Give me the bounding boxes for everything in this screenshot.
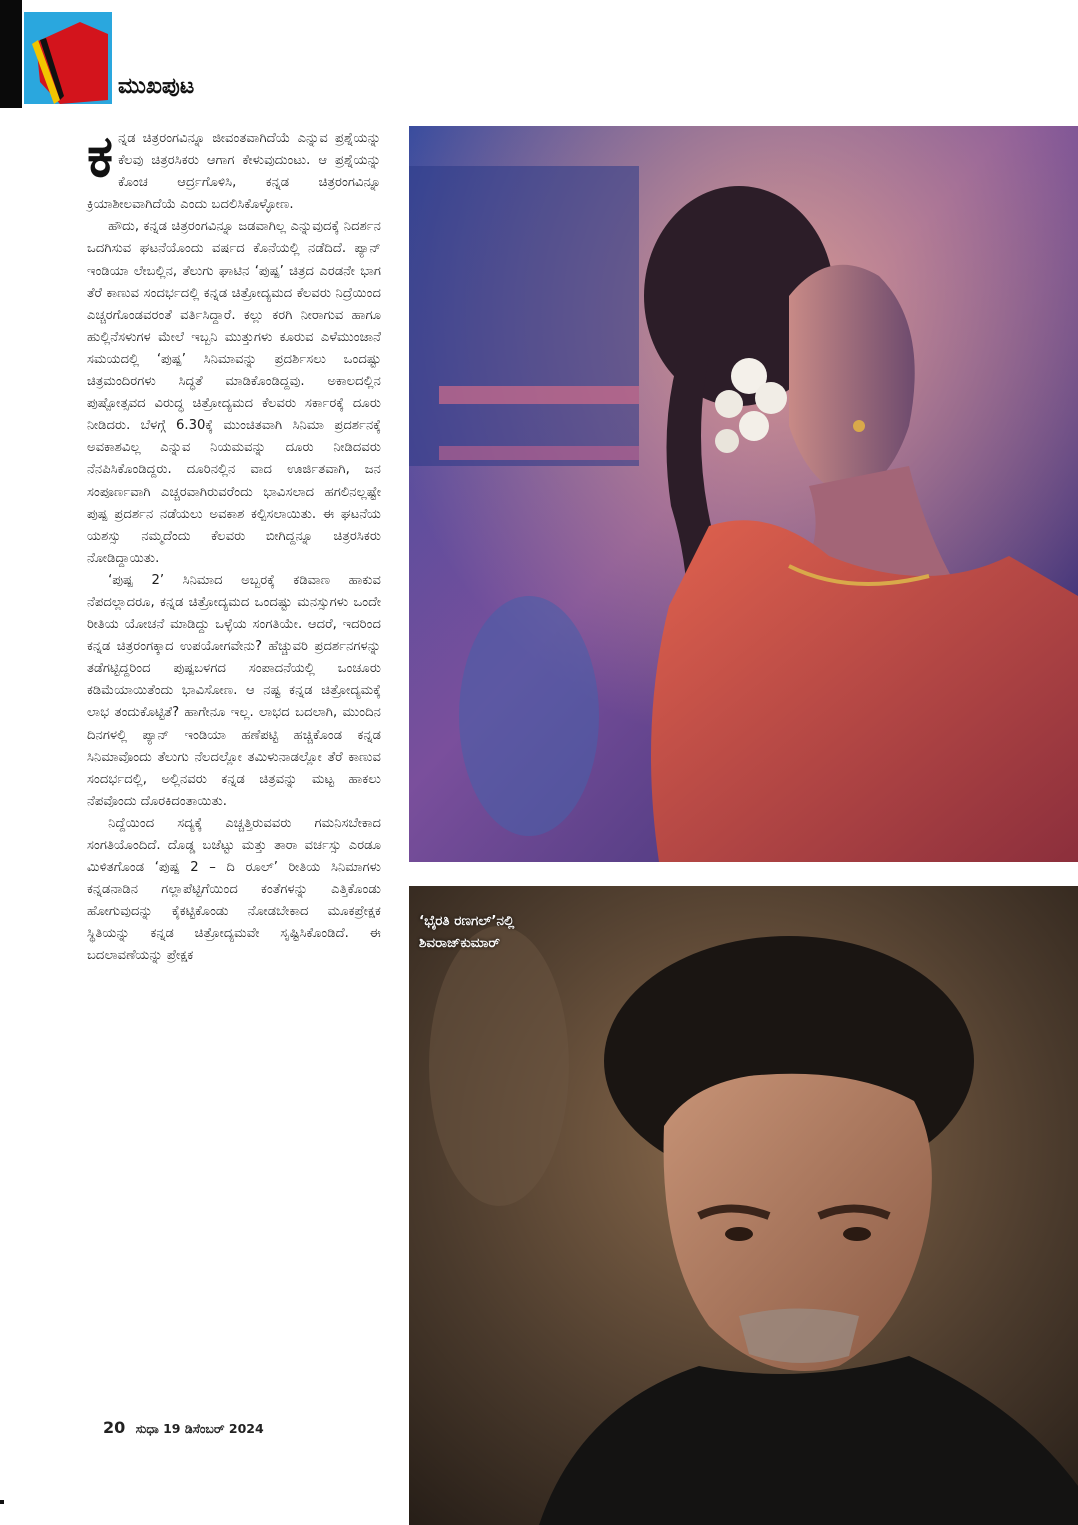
crop-mark bbox=[0, 1500, 4, 1504]
photo-shivarajkumar bbox=[409, 886, 1078, 1525]
article-paragraph: ‘ಪುಷ್ಪ 2’ ಸಿನಿಮಾದ ಅಬ್ಬರಕ್ಕೆ ಕಡಿವಾಣ ಹಾಕುವ ನೆಪದಲ್ಲಾದರೂ, ಕನ್ನಡ ಚಿತ್ರೋದ್ಯಮದ ಒಂದಷ್ಟು ಮನಸ್ಸುಗಳು ಒಂದೇ ರೀತಿಯ ಯೋಚನೆ ಮಾಡಿದ್ದು ಒಳ್ಳೆಯ ಸಂಗತಿಯೇ. ಆದರೆ, ಇದರಿಂದ ಕನ್ನಡ ಚಿತ್ರರಂಗಕ್ಕಾದ ಉಪಯೋಗವೇನು? ಹೆಚ್ಚುವರಿ ಪ್ರದರ್ಶನಗಳನ್ನು ತಡೆಗಟ್ಟಿದ್ದರಿಂದ ಪುಷ್ಪಬಳಗದ ಸಂಪಾದನೆಯಲ್ಲಿ ಒಂಚೂರು ಕಡಿಮೆಯಾಯಿತೆಂದು ಭಾವಿಸೋಣ. ಆ ನಷ್ಟ ಕನ್ನಡ ಚಿತ್ರೋದ್ಯಮಕ್ಕೆ ಲಾಭ ತಂದುಕೊಟ್ಟಿತೆ? ಹಾಗೇನೂ ಇಲ್ಲ. ಲಾಭದ ಬದಲಾಗಿ, ಮುಂದಿನ ದಿನಗಳಲ್ಲಿ ಪ್ಯಾನ್ ಇಂಡಿಯಾ ಹಣೆಪಟ್ಟಿ ಹಚ್ಚಿಕೊಂಡ ಕನ್ನಡ ಸಿನಿಮಾವೊಂದು ತೆಲುಗು ನೆಲದಲ್ಲೋ ತಮಿಳುನಾಡಲ್ಲೋ ತೆರೆ ಕಾಣುವ ಸಂದರ್ಭದಲ್ಲಿ, ಅಲ್ಲಿನವರು ಕನ್ನಡ ಚಿತ್ರವನ್ನು ಮಟ್ಟ ಹಾಕಲು ನೆಪವೊಂದು ದೊರಕಿದಂತಾಯಿತು. bbox=[87, 572, 381, 809]
drop-cap: ಕ bbox=[87, 122, 114, 190]
article-paragraph: ಹೌದು, ಕನ್ನಡ ಚಿತ್ರರಂಗವಿನ್ನೂ ಜಡವಾಗಿಲ್ಲ ಎನ್ನುವುದಕ್ಕೆ ನಿದರ್ಶನ ಒದಗಿಸುವ ಘಟನೆಯೊಂದು ವರ್ಷದ ಕೊನೆಯಲ್ಲಿ ನಡೆದಿದೆ. ಪ್ಯಾನ್ ಇಂಡಿಯಾ ಲೇಬಲ್ಲಿನ, ತೆಲುಗು ಘಾಟಿನ ‘ಪುಷ್ಪ’ ಚಿತ್ರದ ಎರಡನೇ ಭಾಗ ತೆರೆ ಕಾಣುವ ಸಂದರ್ಭದಲ್ಲಿ ಕನ್ನಡ ಚಿತ್ರೋದ್ಯಮದ ಕೆಲವರು ನಿದ್ರೆಯಿಂದ ಎಚ್ಚರಗೊಂಡವರಂತೆ ವರ್ತಿಸಿದ್ದಾರೆ. ಕಲ್ಲು ಕರಗಿ ನೀರಾಗುವ ಹಾಗೂ ಹುಲ್ಲಿನೆಸಳುಗಳ ಮೇಲೆ ಇಬ್ಬನಿ ಮುತ್ತುಗಳು ಕೂರುವ ಎಳೆಮುಂಜಾನೆ ಸಮಯದಲ್ಲಿ ‘ಪುಷ್ಪ’ ಸಿನಿಮಾವನ್ನು ಪ್ರದರ್ಶಿಸಲು ಒಂದಷ್ಟು ಚಿತ್ರಮಂದಿರಗಳು ಸಿದ್ಧತೆ ಮಾಡಿಕೊಂಡಿದ್ದವು. ಅಕಾಲದಲ್ಲಿನ ಪುಷ್ಪೋತ್ಸವದ ವಿರುದ್ಧ ಚಿತ್ರೋದ್ಯಮದ ಕೆಲವರು ಸರ್ಕಾರಕ್ಕೆ ದೂರು ನೀಡಿದರು. ಬೆಳಗ್ಗೆ 6.30ಕ್ಕೆ ಮುಂಚಿತವಾಗಿ ಸಿನಿಮಾ ಪ್ರದರ್ಶನಕ್ಕೆ ಅವಕಾಶವಿಲ್ಲ ಎನ್ನುವ ನಿಯಮವನ್ನು ದೂರು ನೀಡಿದವರು ನೆನಪಿಸಿಕೊಂಡಿದ್ದರು. ದೂರಿನಲ್ಲಿನ ವಾದ ಊರ್ಜಿತವಾಗಿ, ಜನ ಸಂಪೂರ್ಣವಾಗಿ ಎಚ್ಚರವಾಗಿರುವರೆಂದು ಭಾವಿಸಲಾದ ಹಗಲಿನಲ್ಲಷ್ಟೇ ಪುಷ್ಪ ಪ್ರದರ್ಶನ ನಡೆಯಲು ಅವಕಾಶ ಕಲ್ಪಿಸಲಾಯಿತು. ಈ ಘಟನೆಯ ಯಶಸ್ಸು ನಮ್ಮದೆಂದು ಕೆಲವರು ಬೀಗಿದ್ದನ್ನೂ ಚಿತ್ರರಸಿಕರು ನೋಡಿದ್ದಾಯಿತು. bbox=[87, 219, 381, 566]
page-footer bbox=[103, 1418, 264, 1437]
section-label: ಮುಖಪುಟ bbox=[118, 74, 195, 99]
caption-line: ಶಿವರಾಜ್‌ಕುಮಾರ್ bbox=[419, 935, 500, 951]
article-photo-top bbox=[409, 126, 1078, 862]
magazine-name: ಸುಧಾ bbox=[135, 1421, 159, 1436]
caption-line: ‘ಭೈರತಿ ರಣಗಲ್’ನಲ್ಲಿ bbox=[419, 913, 515, 929]
issue-date: 19 ಡಿಸೆಂಬರ್ 2024 bbox=[163, 1421, 264, 1436]
photo-caption bbox=[419, 910, 589, 954]
article-paragraph bbox=[87, 122, 381, 216]
photo-woman-jasmine bbox=[409, 126, 1078, 862]
article-body bbox=[87, 122, 381, 968]
section-color-tab bbox=[0, 0, 22, 108]
article-photo-bottom bbox=[409, 886, 1078, 1525]
page-number: 20 bbox=[103, 1418, 126, 1437]
paragraph-text: ನ್ನಡ ಚಿತ್ರರಂಗವಿನ್ನೂ ಜೀವಂತವಾಗಿದೆಯೆ ಎನ್ನುವ ಪ್ರಶ್ನೆಯನ್ನು ಕೆಲವು ಚಿತ್ರರಸಿಕರು ಆಗಾಗ ಕೇಳುವುದುಂಟು. ಆ ಪ್ರಶ್ನೆಯನ್ನು ಕೊಂಚ ಆರ್ದ್ರಗೊಳಿಸಿ, ಕನ್ನಡ ಚಿತ್ರರಂಗವಿನ್ನೂ ಕ್ರಿಯಾಶೀಲವಾಗಿದೆಯೆ ಎಂದು ಬದಲಿಸಿಕೊಳ್ಳೋಣ. bbox=[87, 131, 381, 213]
article-paragraph: ನಿದ್ದೆಯಿಂದ ಸದ್ಯಕ್ಕೆ ಎಚ್ಚತ್ತಿರುವವರು ಗಮನಿಸಬೇಕಾದ ಸಂಗತಿಯೊಂದಿದೆ. ದೊಡ್ಡ ಬಜೆಟ್ಟು ಮತ್ತು ತಾರಾ ವರ್ಚಸ್ಸು ಎರಡೂ ಮಿಳಿತಗೊಂಡ ‘ಪುಷ್ಪ 2 – ದಿ ರೂಲ್’ ರೀತಿಯ ಸಿನಿಮಾಗಳು ಕನ್ನಡನಾಡಿನ ಗಲ್ಲಾಪೆಟ್ಟಿಗೆಯಿಂದ ಕಂತೆಗಳನ್ನು ಎತ್ತಿಕೊಂಡು ಹೋಗುವುದನ್ನು ಕೈಕಟ್ಟಿಕೊಂಡು ನೋಡಬೇಕಾದ ಮೂಕಪ್ರೇಕ್ಷಕ ಸ್ಥಿತಿಯನ್ನು ಕನ್ನಡ ಚಿತ್ರೋದ್ಯಮವೇ ಸೃಷ್ಟಿಸಿಕೊಂಡಿದೆ. ಈ ಬದಲಾವಣೆಯನ್ನು ಪ್ರೇಕ್ಷಕ bbox=[87, 815, 381, 964]
section-logo-icon bbox=[22, 0, 115, 108]
